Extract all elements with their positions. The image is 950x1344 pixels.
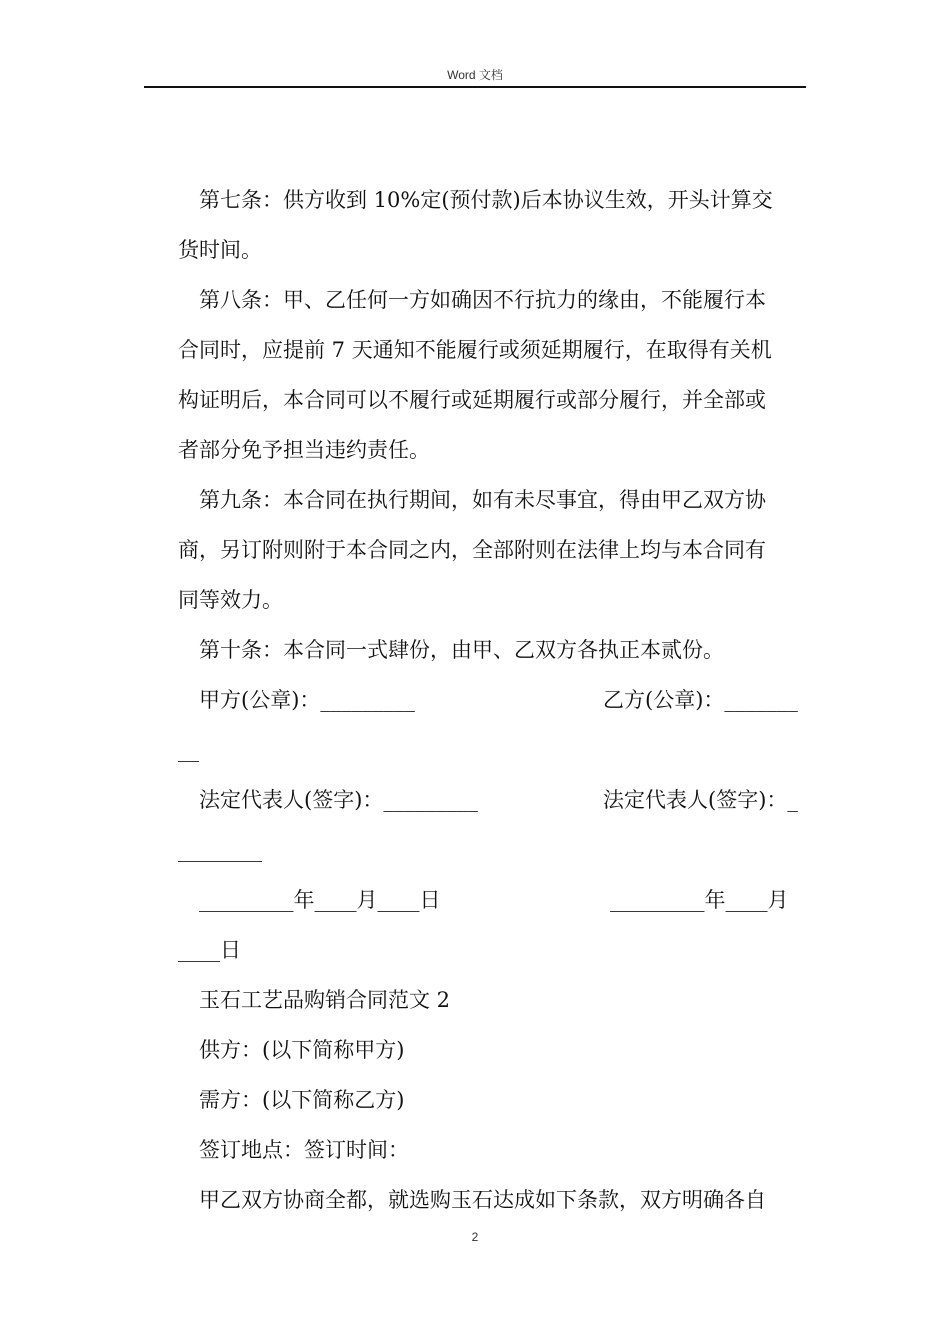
party-b-date-continuation: ____日 (178, 938, 241, 962)
article-8-line-1: 第八条：甲、乙任何一方如确因不行抗力的缘由，不能履行本 (199, 288, 766, 312)
article-7-line-1: 第七条：供方收到 10%定(预付款)后本协议生效，开头计算交 (199, 188, 773, 212)
party-b-seal: 乙方(公章)：_______ (603, 688, 798, 712)
party-b-representative-continuation: ________ (178, 838, 262, 862)
party-b-date: _________年____月 (610, 888, 789, 912)
buyer-line: 需方：(以下简称乙方) (199, 1088, 405, 1112)
article-9-line-3: 同等效力。 (178, 588, 283, 612)
header-divider (144, 86, 806, 88)
article-8-line-2: 合同时，应提前 7 天通知不能履行或须延期履行，在取得有关机 (178, 338, 772, 362)
party-a-date: _________年____月____日 (199, 888, 441, 912)
party-a-seal: 甲方(公章)：_________ (199, 688, 415, 712)
party-a-representative: 法定代表人(签字)：_________ (199, 788, 478, 812)
article-8-line-3: 构证明后，本合同可以不履行或延期履行或部分履行，并全部或 (178, 388, 766, 412)
article-7-line-2: 货时间。 (178, 238, 262, 262)
supplier-line: 供方：(以下简称甲方) (199, 1038, 405, 1062)
party-b-seal-continuation: __ (178, 738, 199, 762)
contract-2-title: 玉石工艺品购销合同范文 2 (199, 988, 451, 1012)
page-header: Word 文档 (447, 68, 503, 82)
article-10-line-1: 第十条：本合同一式肆份，由甲、乙双方各执正本贰份。 (199, 638, 724, 662)
party-b-representative: 法定代表人(签字)：_ (603, 788, 798, 812)
article-8-line-4: 者部分免予担当违约责任。 (178, 438, 430, 462)
preamble-line: 甲乙双方协商全都，就选购玉石达成如下条款，双方明确各自 (199, 1188, 766, 1212)
article-9-line-2: 商，另订附则附于本合同之内，全部附则在法律上均与本合同有 (178, 538, 766, 562)
page-number: 2 (471, 1230, 479, 1244)
article-9-line-1: 第九条：本合同在执行期间，如有未尽事宜，得由甲乙双方协 (199, 488, 766, 512)
signing-place-time: 签订地点：签订时间： (199, 1138, 409, 1162)
